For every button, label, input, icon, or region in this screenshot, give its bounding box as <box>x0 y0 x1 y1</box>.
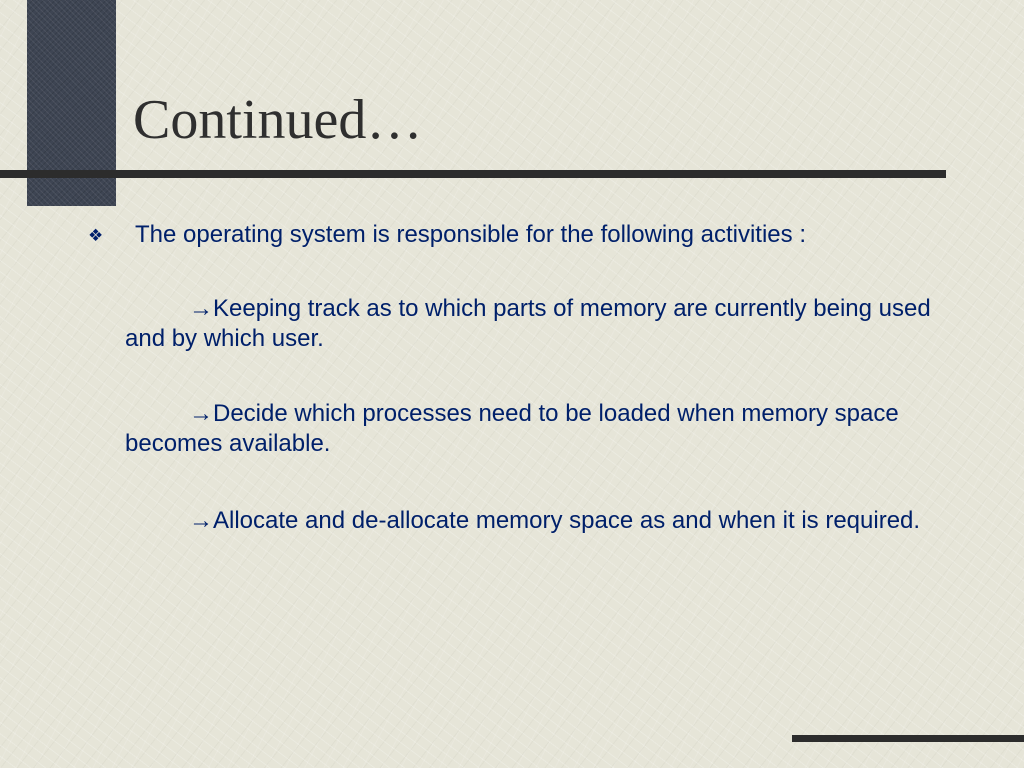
activity-item: →Keeping track as to which parts of memory are currently being used and by which user. <box>125 295 931 352</box>
title-divider <box>0 170 946 178</box>
lead-bullet-text: The operating system is responsible for the following activities : <box>135 221 806 248</box>
activity-item: →Decide which processes need to be loaded when memory space becomes available. <box>125 400 899 457</box>
activity-item: →Allocate and de-allocate memory space as and when it is required. <box>189 507 921 534</box>
slide-title: Continued… <box>133 89 423 151</box>
footer-divider <box>792 735 1024 742</box>
diamond-bullet-icon: ❖ <box>88 226 104 246</box>
